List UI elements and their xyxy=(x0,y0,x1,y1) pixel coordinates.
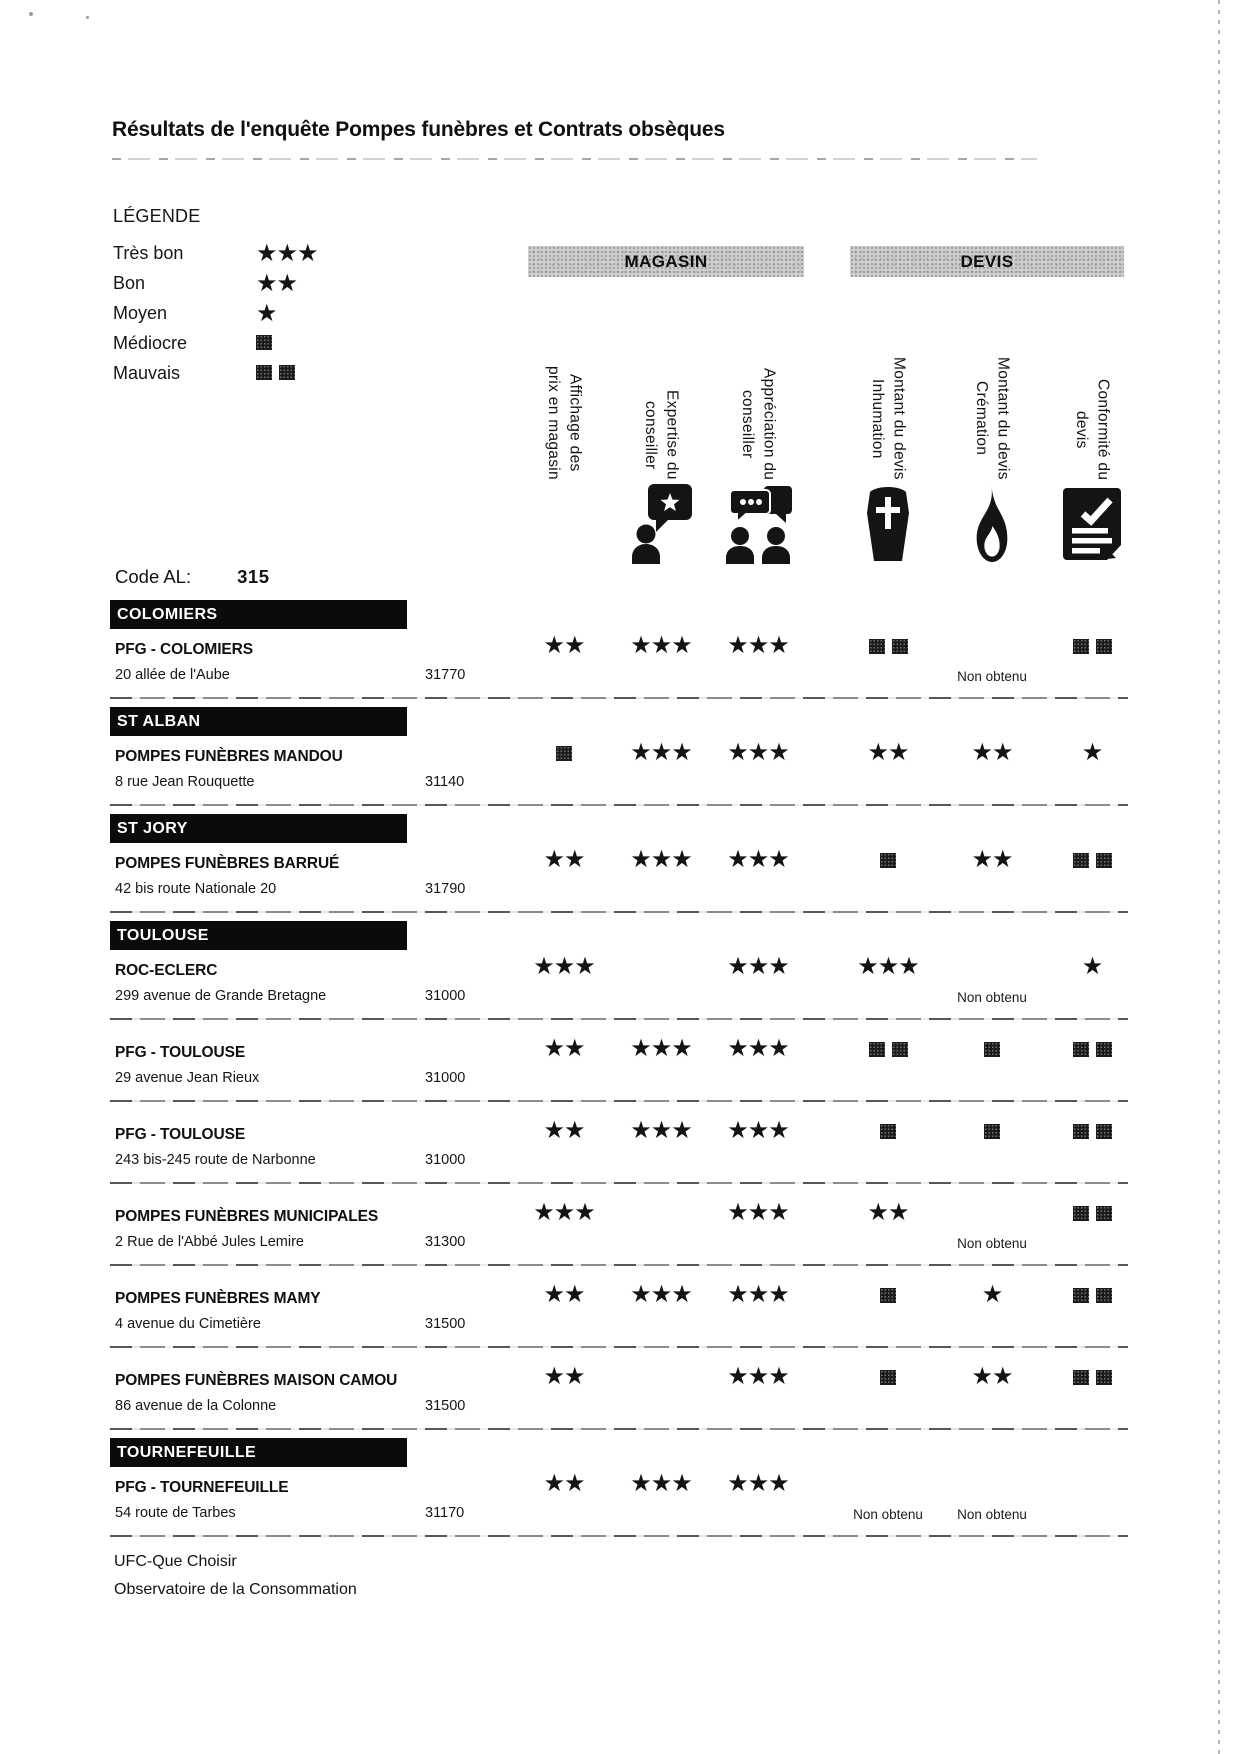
black-square-icon xyxy=(984,1124,1000,1139)
rating-cell-appreciation xyxy=(698,1467,818,1537)
column-headers xyxy=(110,296,1140,568)
rating-cell-conformite xyxy=(1032,629,1152,699)
star-rating-icon: ★★★ xyxy=(727,1362,789,1390)
rating-cell-inhumation xyxy=(828,736,948,806)
star-rating-icon: ★★ xyxy=(543,631,585,659)
legend-item-label: Moyen xyxy=(113,302,168,323)
footer-org: UFC-Que Choisir xyxy=(114,1553,237,1570)
non-obtenu-label: Non obtenu xyxy=(957,1507,1027,1522)
row-separator xyxy=(110,911,1128,913)
company-name: PFG - TOULOUSE xyxy=(115,1126,246,1143)
black-square-icon xyxy=(1096,1042,1112,1057)
advisor-star-icon xyxy=(630,480,692,568)
star-rating-icon: ★★★ xyxy=(256,239,318,267)
star-rating-icon: ★★ xyxy=(543,1469,585,1497)
column-header-label xyxy=(542,366,585,480)
column-header-line2: Inhumation xyxy=(869,378,886,459)
rating-cell-conformite xyxy=(1032,736,1152,806)
black-square-icon xyxy=(1073,853,1089,868)
section-band-st-jory: ST JORY xyxy=(110,814,407,843)
rating-cell-appreciation xyxy=(698,1278,818,1348)
postal-code: 31500 xyxy=(425,1398,466,1414)
table-row xyxy=(110,1114,1130,1184)
black-square-icon xyxy=(892,1042,908,1057)
black-square-icon xyxy=(1096,1370,1112,1385)
company-name: PFG - TOURNEFEUILLE xyxy=(115,1479,289,1496)
rating-cell-inhumation xyxy=(828,629,948,699)
table-row xyxy=(110,950,1130,1020)
one-square-rating xyxy=(828,1287,948,1305)
table-row xyxy=(110,843,1130,913)
star-rating-icon: ★★★ xyxy=(727,952,789,980)
column-header-label xyxy=(639,390,682,480)
rating-cell-appreciation xyxy=(698,1360,818,1430)
rating-cell-inhumation xyxy=(828,1196,948,1266)
black-square-icon xyxy=(880,1370,896,1385)
legend-item xyxy=(113,238,318,268)
column-header-line2: prix en magasin xyxy=(545,366,562,480)
star-rating-icon: ★★★ xyxy=(727,631,789,659)
black-square-icon xyxy=(1073,639,1089,654)
star-rating-icon: ★★★ xyxy=(630,845,692,873)
postal-code: 31140 xyxy=(425,774,465,790)
rating-cell-conformite xyxy=(1032,1278,1152,1348)
black-square-icon xyxy=(1096,1124,1112,1139)
column-header-line1: Expertise du xyxy=(663,390,681,480)
postal-code: 31790 xyxy=(425,881,466,897)
one-square-rating xyxy=(828,1369,948,1387)
non-obtenu-label: Non obtenu xyxy=(957,1236,1027,1251)
star-rating-icon: ★★ xyxy=(867,738,909,766)
two-squares-rating xyxy=(828,1041,948,1059)
star-rating-icon: ★★★ xyxy=(533,1198,595,1226)
table-row xyxy=(110,629,1130,699)
legend-title: LÉGENDE xyxy=(113,206,201,226)
table-row xyxy=(110,1196,1130,1266)
column-header-label xyxy=(736,368,779,480)
black-square-icon xyxy=(1073,1042,1089,1057)
two-squares-rating xyxy=(1032,1123,1152,1141)
one-square-rating xyxy=(828,1123,948,1141)
row-separator xyxy=(110,1264,1128,1266)
star-rating-icon: ★★★ xyxy=(857,952,919,980)
column-header-line1: Conformité du xyxy=(1094,378,1112,480)
star-rating-icon: ★ xyxy=(256,299,277,327)
black-square-icon xyxy=(880,853,896,868)
table-row xyxy=(110,1278,1130,1348)
non-obtenu-label: Non obtenu xyxy=(853,1507,923,1522)
black-square-icon xyxy=(1073,1124,1089,1139)
company-address: 54 route de Tarbes xyxy=(115,1505,236,1521)
black-square-icon xyxy=(880,1288,896,1303)
two-squares-rating xyxy=(828,638,948,656)
star-rating-icon: ★ xyxy=(981,1280,1003,1308)
page-title: Résultats de l'enquête Pompes funèbres et Contrats obsèques xyxy=(112,118,725,141)
column-header-line1: Appréciation du xyxy=(760,367,778,480)
legend-item-symbol xyxy=(256,241,318,265)
two-squares-rating xyxy=(1032,1287,1152,1305)
column-header-label xyxy=(866,357,909,480)
column-header-line1: Montant du devis xyxy=(890,357,908,480)
rating-cell-inhumation xyxy=(828,1467,948,1537)
star-rating-icon: ★★★ xyxy=(727,1280,789,1308)
code-al-value: 315 xyxy=(237,566,270,587)
company-name: POMPES FUNÈBRES BARRUÉ xyxy=(115,855,340,872)
company-address: 20 allée de l'Aube xyxy=(115,667,230,683)
legend-item-label: Bon xyxy=(113,272,146,293)
rating-cell-inhumation xyxy=(828,1032,948,1102)
rating-cell-inhumation xyxy=(828,1114,948,1184)
rating-cell-conformite xyxy=(1032,1196,1152,1266)
postal-code: 31170 xyxy=(425,1505,465,1521)
star-rating-icon: ★★ xyxy=(867,1198,909,1226)
star-rating-icon: ★★ xyxy=(543,845,585,873)
rating-cell-inhumation xyxy=(828,1278,948,1348)
company-name: POMPES FUNÈBRES MAMY xyxy=(115,1290,321,1307)
two-squares-rating xyxy=(1032,1205,1152,1223)
company-address: 86 avenue de la Colonne xyxy=(115,1398,277,1414)
star-rating-icon: ★★★ xyxy=(630,1280,692,1308)
rating-cell-conformite xyxy=(1032,1360,1152,1430)
column-header-line2: devis xyxy=(1073,410,1090,449)
rating-cell-conformite xyxy=(1032,950,1152,1020)
company-name: POMPES FUNÈBRES MUNICIPALES xyxy=(115,1208,379,1225)
star-rating-icon: ★★★ xyxy=(727,1198,789,1226)
company-address: 299 avenue de Grande Bretagne xyxy=(115,988,327,1004)
flame-icon xyxy=(969,480,1015,568)
black-square-icon xyxy=(1073,1370,1089,1385)
rating-cell-inhumation xyxy=(828,843,948,913)
star-rating-icon: ★★★ xyxy=(727,738,789,766)
star-rating-icon: ★★★ xyxy=(630,1116,692,1144)
section-band-st-alban: ST ALBAN xyxy=(110,707,407,736)
scan-speck xyxy=(86,16,89,19)
star-rating-icon: ★★ xyxy=(971,845,1013,873)
star-rating-icon: ★★★ xyxy=(630,738,692,766)
column-header-label xyxy=(970,357,1013,480)
black-square-icon xyxy=(869,1042,885,1057)
rating-cell-appreciation xyxy=(698,1114,818,1184)
rating-cell-appreciation xyxy=(698,736,818,806)
title-underline xyxy=(112,158,1037,160)
company-address: 8 rue Jean Rouquette xyxy=(115,774,255,790)
coffin-icon xyxy=(862,480,914,568)
section-band-toulouse: TOULOUSE xyxy=(110,921,407,950)
company-address: 2 Rue de l'Abbé Jules Lemire xyxy=(115,1234,304,1250)
postal-code: 31000 xyxy=(425,1152,466,1168)
black-square-icon xyxy=(1096,853,1112,868)
code-al-label: Code AL: xyxy=(115,566,192,587)
rating-cell-appreciation xyxy=(698,843,818,913)
black-square-icon xyxy=(984,1042,1000,1057)
company-name: PFG - TOULOUSE xyxy=(115,1044,246,1061)
postal-code: 31000 xyxy=(425,988,466,1004)
column-header-conformite xyxy=(1027,296,1157,568)
code-al xyxy=(115,566,270,588)
company-name: ROC-ECLERC xyxy=(115,962,218,979)
checklist-document-icon xyxy=(1063,480,1121,568)
black-square-icon xyxy=(1096,1288,1112,1303)
footer-dept: Observatoire de la Consommation xyxy=(114,1581,357,1598)
legend-item-label: Très bon xyxy=(113,242,184,263)
black-square-icon xyxy=(880,1124,896,1139)
star-rating-icon: ★ xyxy=(1081,738,1103,766)
star-rating-icon: ★★ xyxy=(971,1362,1013,1390)
two-squares-rating xyxy=(1032,852,1152,870)
rating-cell-inhumation xyxy=(828,1360,948,1430)
rating-cell-appreciation xyxy=(698,1196,818,1266)
column-header-line1: Montant du devis xyxy=(994,357,1012,480)
group-header-magasin: MAGASIN xyxy=(528,246,804,277)
black-square-icon xyxy=(892,639,908,654)
results-table xyxy=(110,600,1130,1537)
row-separator xyxy=(110,1346,1128,1348)
star-rating-icon: ★★★ xyxy=(630,631,692,659)
star-rating-icon: ★★★ xyxy=(727,1116,789,1144)
two-squares-rating xyxy=(1032,638,1152,656)
page-footer xyxy=(114,1548,357,1604)
rating-cell-conformite xyxy=(1032,1467,1152,1537)
rating-cell-appreciation xyxy=(698,950,818,1020)
column-header-line2: conseiller xyxy=(739,389,756,459)
table-row xyxy=(110,1360,1130,1430)
scan-edge-perforation-line xyxy=(1218,0,1220,1754)
group-header-devis: DEVIS xyxy=(850,246,1124,277)
non-obtenu-label: Non obtenu xyxy=(957,990,1027,1005)
star-rating-icon: ★★★ xyxy=(727,1034,789,1062)
star-rating-icon: ★★★ xyxy=(630,1469,692,1497)
rating-cell-appreciation xyxy=(698,1032,818,1102)
star-rating-icon: ★★ xyxy=(971,738,1013,766)
column-header-label xyxy=(1070,379,1113,480)
star-rating-icon: ★ xyxy=(1081,952,1103,980)
legend-item-label: Mauvais xyxy=(113,362,181,383)
section-band-colomiers: COLOMIERS xyxy=(110,600,407,629)
two-squares-rating xyxy=(1032,1041,1152,1059)
postal-code: 31770 xyxy=(425,667,466,683)
column-header-line1: Affichage des xyxy=(566,374,584,472)
legend-item xyxy=(113,268,318,298)
star-rating-icon: ★★ xyxy=(543,1116,585,1144)
one-square-rating xyxy=(828,852,948,870)
company-address: 4 avenue du Cimetière xyxy=(115,1316,261,1332)
rating-cell-conformite xyxy=(1032,1114,1152,1184)
table-row xyxy=(110,736,1130,806)
column-header-line2: conseiller xyxy=(642,400,659,470)
company-name: POMPES FUNÈBRES MANDOU xyxy=(115,748,343,765)
rating-cell-appreciation xyxy=(698,629,818,699)
company-address: 243 bis-245 route de Narbonne xyxy=(115,1152,316,1168)
scan-speck xyxy=(29,12,33,16)
legend-item-label: Médiocre xyxy=(113,332,188,353)
star-rating-icon: ★★ xyxy=(256,269,298,297)
company-name: POMPES FUNÈBRES MAISON CAMOU xyxy=(115,1372,398,1389)
company-name: PFG - COLOMIERS xyxy=(115,641,254,658)
postal-code: 31300 xyxy=(425,1234,466,1250)
black-square-icon xyxy=(556,746,572,761)
legend-item-symbol xyxy=(256,271,297,295)
company-address: 42 bis route Nationale 20 xyxy=(115,881,277,897)
black-square-icon xyxy=(869,639,885,654)
star-rating-icon: ★★ xyxy=(543,1362,585,1390)
postal-code: 31000 xyxy=(425,1070,466,1086)
advisors-discussion-icon xyxy=(722,480,794,568)
star-rating-icon: ★★ xyxy=(543,1280,585,1308)
two-squares-rating xyxy=(1032,1369,1152,1387)
table-row xyxy=(110,1467,1130,1537)
row-separator xyxy=(110,1018,1128,1020)
black-square-icon xyxy=(1073,1288,1089,1303)
column-header-line2: Crémation xyxy=(973,381,990,456)
star-rating-icon: ★★★ xyxy=(727,845,789,873)
rating-cell-conformite xyxy=(1032,843,1152,913)
row-separator xyxy=(110,1535,1128,1537)
black-square-icon xyxy=(1096,639,1112,654)
star-rating-icon: ★★ xyxy=(543,1034,585,1062)
rating-cell-inhumation xyxy=(828,950,948,1020)
star-rating-icon: ★★★ xyxy=(630,1034,692,1062)
row-separator xyxy=(110,697,1128,699)
row-separator xyxy=(110,1428,1128,1430)
section-band-tournefeuille: TOURNEFEUILLE xyxy=(110,1438,407,1467)
black-square-icon xyxy=(1073,1206,1089,1221)
table-row xyxy=(110,1032,1130,1102)
star-rating-icon: ★★★ xyxy=(533,952,595,980)
rating-cell-conformite xyxy=(1032,1032,1152,1102)
column-header-appreciation xyxy=(693,296,823,568)
row-separator xyxy=(110,1100,1128,1102)
row-separator xyxy=(110,804,1128,806)
row-separator xyxy=(110,1182,1128,1184)
postal-code: 31500 xyxy=(425,1316,466,1332)
star-rating-icon: ★★★ xyxy=(727,1469,789,1497)
non-obtenu-label: Non obtenu xyxy=(957,669,1027,684)
company-address: 29 avenue Jean Rieux xyxy=(115,1070,260,1086)
black-square-icon xyxy=(1096,1206,1112,1221)
